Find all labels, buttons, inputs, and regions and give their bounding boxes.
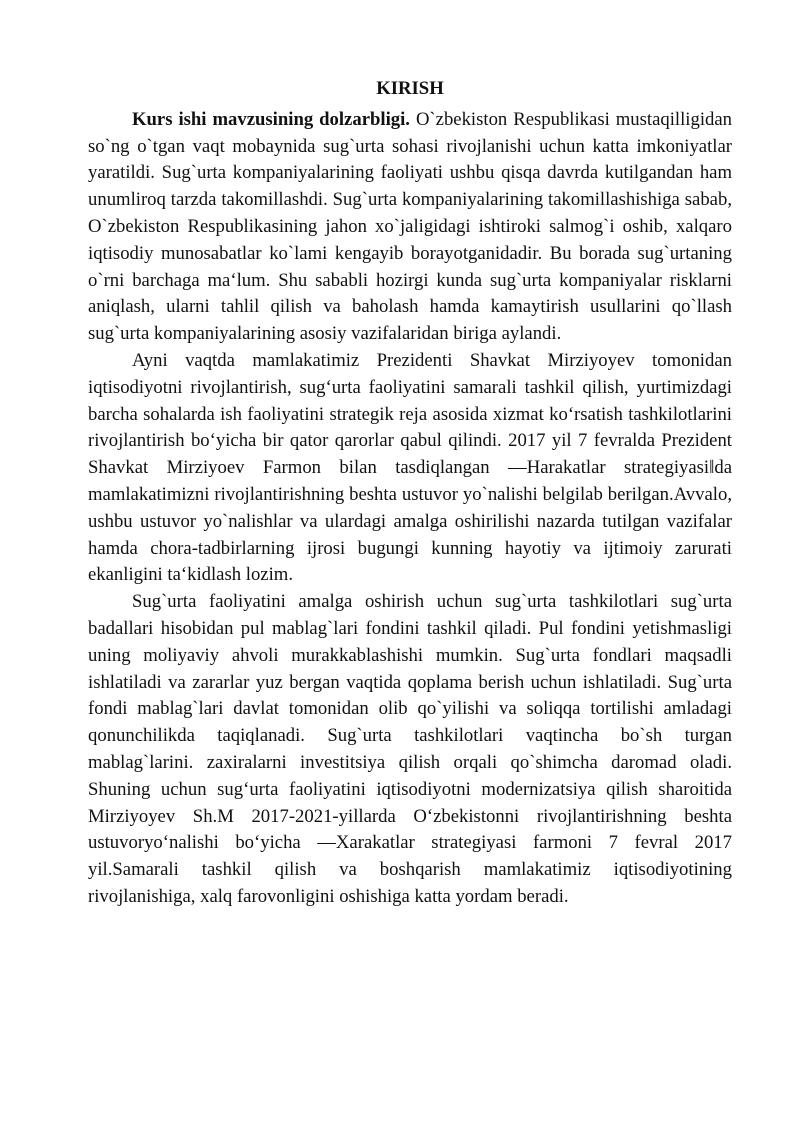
paragraph-text: Ayni vaqtda mamlakatimiz Prezidenti Shavkat Mirziyoyev tomonidan iqtisodiyotni rivojlantirish, sug‘urta faoliyatini samarali tashkil qilish, yurtimizdagi barcha sohalarda ish faoliyatini strategik reja asosida xizmat ko‘rsatish tashkilotlarini rivojlantirish bo‘yicha bir qator qarorlar qabul qilindi. 2017 yil 7 fevralda Prezident Shavkat Mirziyoev Farmon bilan tasdiqlangan ―Harakatlar strategiyasi‖da mamlakatimizni rivojlantirishning beshta ustuvor yo`nalishi belgilab berilgan.Avvalo, ushbu ustuvor yo`nalishlar va ulardagi amalga oshirilishi nazarda tutilgan vazifalar hamda chora-tadbirlarning ijrosi bugungi kunning hayotiy va ijtimoiy zarurati ekanligini ta‘kidlash lozim. <box>88 349 732 586</box>
paragraph-text: O`zbekiston Respublikasi mustaqilligidan so`ng o`tgan vaqt mobaynida sug`urta sohasi rivojlanishi uchun katta imkoniyatlar yaratildi. Sug`urta kompaniyalarining faoliyati ushbu qisqa davrda kutilgandan ham unumliroq tarzda takomillashdi. Sug`urta kompaniyalarining takomillashishiga sabab, O`zbekiston Respublikasining jahon xo`jaligidagi ishtiroki salmog`i oshib, xalqaro iqtisodiy munosabatlar ko`lami kengayib borayotganidadir. Bu borada sug`urtaning o`rni barchaga ma‘lum. Shu sababli hozirgi kunda sug`urta kompaniyalar risklarni aniqlash, ularni tahlil qilish va baholash hamda kamaytirish usullarini qo`llash sug`urta kompaniyalarining asosiy vazifalaridan biriga aylandi. <box>88 108 732 345</box>
paragraph-1 <box>88 107 732 348</box>
paragraph-3 <box>88 589 732 911</box>
paragraph-text: Sug`urta faoliyatini amalga oshirish uchun sug`urta tashkilotlari sug`urta badallari hisobidan pul mablag`lari fondini tashkil qiladi. Pul fondini yetishmasligi uning moliyaviy ahvoli murakkablashishi mumkin. Sug`urta fondlari maqsadli ishlatiladi va zararlar yuz bergan vaqtida qoplama berish uchun ishlatiladi. Sug`urta fondi mablag`lari davlat tomonidan olib qo`yilishi va soliqqa tortilishi amladagi qonunchilikda taqiqlanadi. Sug`urta tashkilotlari vaqtincha bo`sh turgan mablag`larini. zaxiralarni investitsiya qilish orqali qo`shimcha daromad oladi. Shuning uchun sug‘urta faoliyatini iqtisodiyotni modernizatsiya qilish sharoitida Mirziyoyev Sh.M 2017-2021-yillarda O‘zbekistonni rivojlantirishning beshta ustuvoryo‘nalishi bo‘yicha ―Xarakatlar strategiyasi farmoni 7 fevral 2017 yil.Samarali tashkil qilish va boshqarish mamlakatimiz iqtisodiyotining rivojlanishiga, xalq farovonligini oshishiga katta yordam beradi. <box>88 591 732 907</box>
document-page <box>88 76 732 911</box>
paragraph-2 <box>88 348 732 589</box>
page-title: KIRISH <box>376 78 444 99</box>
paragraph-lead: Kurs ishi mavzusining dolzarbligi. <box>132 108 410 130</box>
